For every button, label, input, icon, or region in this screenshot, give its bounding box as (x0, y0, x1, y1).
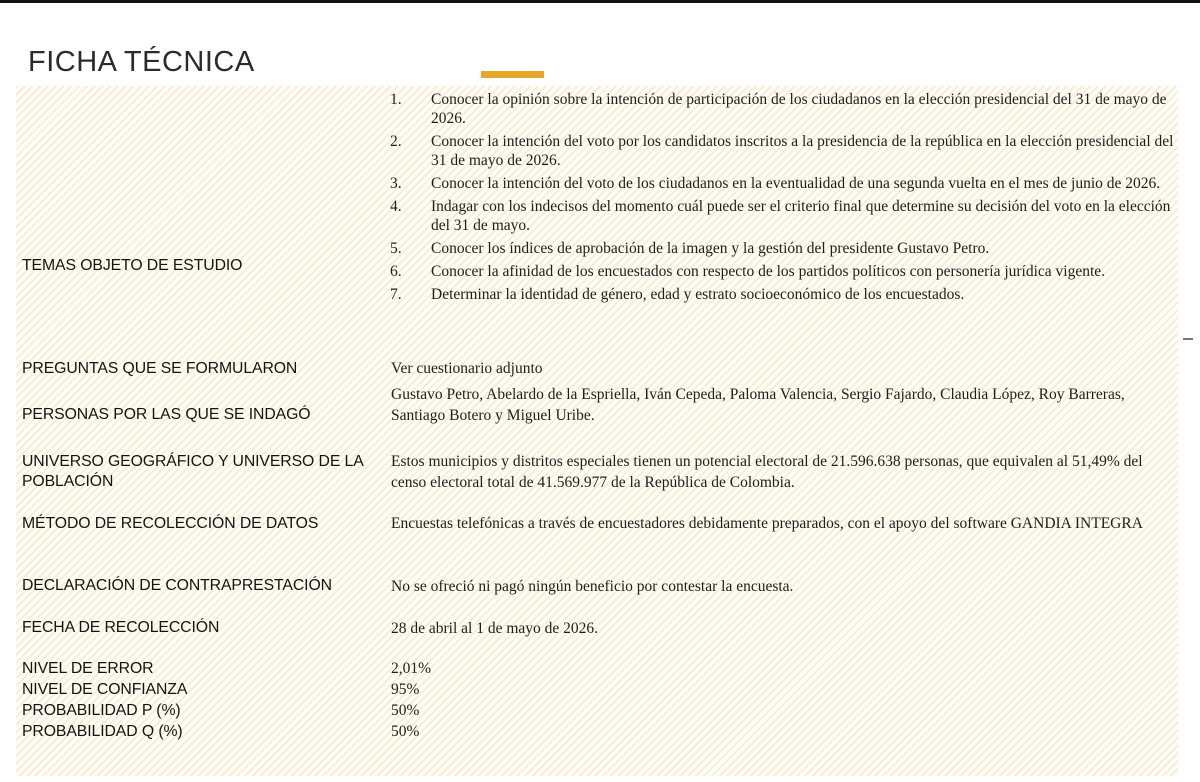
item-text: Determinar la identidad de género, edad y estrato socioeconómico de los encuestados. (431, 286, 965, 303)
value-declaracion: No se ofreció ni pagó ningún beneficio por contestar la encuesta. (391, 578, 794, 595)
label-declaracion: DECLARACIÓN DE CONTRAPRESTACIÓN (22, 577, 332, 594)
objective-item (390, 285, 1175, 304)
item-text: Conocer la afinidad de los encuestados con respecto de los partidos políticos con personería jurídica vigente. (431, 263, 1106, 280)
label-temas-objeto-de-estudio: TEMAS OBJETO DE ESTUDIO (22, 257, 243, 274)
edge-dash (1183, 338, 1193, 340)
label-probabilidad-p: PROBABILIDAD P (%) (22, 702, 181, 719)
item-text: Conocer la intención del voto de los ciudadanos en la eventualidad de una segunda vuelta en el mes de junio de 2026. (431, 175, 1161, 192)
item-text: Conocer los índices de aprobación de la imagen y la gestión del presidente Gustavo Petro. (431, 240, 990, 257)
label-preguntas: PREGUNTAS QUE SE FORMULARON (22, 360, 298, 377)
objectives-list (390, 90, 1175, 308)
objective-item (390, 239, 1175, 258)
top-border (0, 0, 1200, 3)
value-nivel-error: 2,01% (391, 660, 432, 677)
label-universo-line1: UNIVERSO GEOGRÁFICO Y UNIVERSO DE LA (22, 453, 364, 470)
item-number: 3. (390, 175, 402, 192)
label-universo-line2: POBLACIÓN (22, 473, 114, 490)
label-metodo: MÉTODO DE RECOLECCIÓN DE DATOS (22, 515, 319, 532)
item-number: 1. (390, 91, 402, 108)
item-number: 6. (390, 263, 402, 280)
item-text: Conocer la opinión sobre la intención de participación de los ciudadanos en la elección presidencial del 31 de mayo de 2026. (431, 91, 1167, 127)
objective-item (390, 262, 1175, 281)
value-universo: Estos municipios y distritos especiales tienen un potencial electoral de 21.596.638 personas, que equivalen al 51,49% del censo electoral total de 41.569.977 de la República de Colombia. (391, 453, 1143, 491)
objective-item (390, 132, 1175, 170)
label-nivel-error: NIVEL DE ERROR (22, 660, 154, 677)
item-number: 4. (390, 198, 402, 215)
value-nivel-confianza: 95% (391, 681, 420, 698)
value-metodo: Encuestas telefónicas a través de encuestadores debidamente preparados, con el apoyo del software GANDIA INTEGRA (391, 515, 1143, 532)
objective-item (390, 174, 1175, 193)
label-personas: PERSONAS POR LAS QUE SE INDAGÓ (22, 406, 311, 423)
page-title: FICHA TÉCNICA (28, 46, 255, 78)
label-probabilidad-q: PROBABILIDAD Q (%) (22, 723, 183, 740)
objective-item (390, 90, 1175, 128)
item-number: 2. (390, 133, 402, 150)
value-personas: Gustavo Petro, Abelardo de la Espriella, Iván Cepeda, Paloma Valencia, Sergio Fajardo, Claudia López, Roy Barreras, Santiago Botero y Miguel Uribe. (391, 386, 1125, 424)
value-probabilidad-q: 50% (391, 723, 420, 740)
value-probabilidad-p: 50% (391, 702, 420, 719)
value-fecha: 28 de abril al 1 de mayo de 2026. (391, 620, 599, 637)
value-preguntas: Ver cuestionario adjunto (391, 360, 543, 377)
label-nivel-confianza: NIVEL DE CONFIANZA (22, 681, 188, 698)
item-number: 5. (390, 240, 402, 257)
item-text: Conocer la intención del voto por los candidatos inscritos a la presidencia de la república en la elección presidencial del 31 de mayo de 2026. (431, 133, 1174, 169)
accent-bar (481, 71, 544, 78)
item-text: Indagar con los indecisos del momento cuál puede ser el criterio final que determine su decisión del voto en la elección del 31 de mayo. (431, 198, 1171, 234)
objective-item (390, 197, 1175, 235)
item-number: 7. (390, 286, 402, 303)
label-fecha: FECHA DE RECOLECCIÓN (22, 619, 220, 636)
